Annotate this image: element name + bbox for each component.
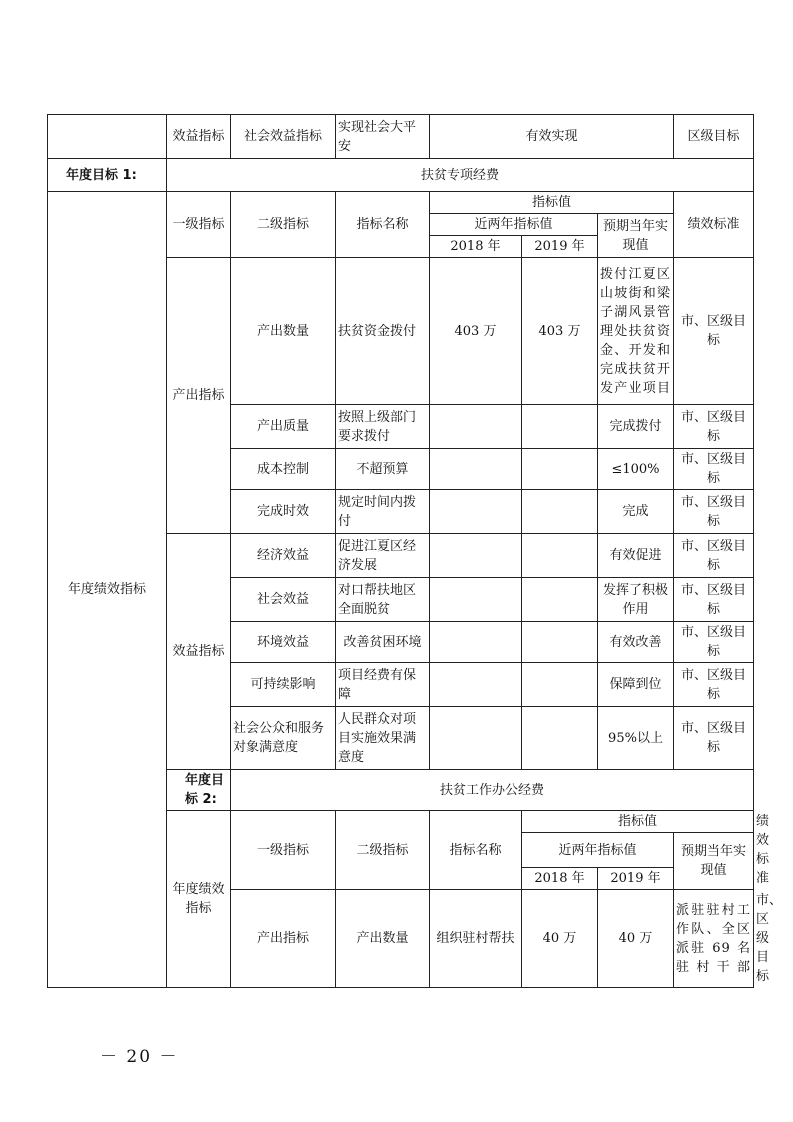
- expected-cell: 拨付江夏区山坡街和梁子湖风景管理处扶贫资金、开发和完成扶贫开发产业项目: [598, 258, 674, 405]
- level2-cell: 成本控制: [231, 449, 336, 490]
- value-2018-cell: 403 万: [430, 258, 522, 405]
- goal2-head-level1: 一级指标: [231, 811, 336, 890]
- expected-cell: 有效改善: [598, 622, 674, 663]
- goal2-head-name: 指标名称: [430, 811, 522, 890]
- goal1-label: 年度目标 1:: [48, 159, 167, 192]
- name-cell: 不超预算: [336, 449, 430, 490]
- goal2-head-recent: 近两年指标值: [522, 833, 674, 868]
- goal1-value: 扶贫专项经费: [167, 159, 754, 192]
- name-cell: 扶贫资金拨付: [336, 258, 430, 405]
- value-2019-cell: [522, 534, 598, 578]
- goal2-label: 年度目标 2:: [167, 770, 231, 811]
- level2-cell: 产出数量: [231, 258, 336, 405]
- value-2019-cell: [522, 405, 598, 449]
- goal1-row: [48, 159, 754, 192]
- value-2018-cell: [430, 534, 522, 578]
- expected-cell: 发挥了积极作用: [598, 578, 674, 622]
- standard-cell: 市、区级目标: [674, 449, 754, 490]
- name-cell: 规定时间内拨付: [336, 490, 430, 534]
- standard-cell: 市、区级目标: [674, 578, 754, 622]
- level1-cell: 产出指标: [231, 890, 336, 988]
- value-2019-cell: 403 万: [522, 258, 598, 405]
- value-2018-cell: [430, 578, 522, 622]
- name-cell: 对口帮扶地区全面脱贫: [336, 578, 430, 622]
- value-2019-cell: [522, 663, 598, 707]
- goal2-head-2018: 2018 年: [522, 868, 598, 890]
- standard-cell: 市、区级目标: [674, 534, 754, 578]
- name-cell: 人民群众对项目实施效果满意度: [336, 707, 430, 770]
- level2-cell: 可持续影响: [231, 663, 336, 707]
- goal1-section-label: 年度绩效指标: [48, 192, 167, 988]
- standard-cell: 市、区级目标: [674, 663, 754, 707]
- level2-cell: 社会效益: [231, 578, 336, 622]
- goal1-group-benefit: 效益指标: [167, 534, 231, 770]
- goal2-head-expected: 预期当年实现值: [674, 833, 754, 890]
- level2-cell: 环境效益: [231, 622, 336, 663]
- header-name-cell: 实现社会大平安: [336, 115, 430, 159]
- standard-cell: 市、区级目标: [674, 258, 754, 405]
- name-cell: 促进江夏区经济发展: [336, 534, 430, 578]
- name-cell: 项目经费有保障: [336, 663, 430, 707]
- standard-cell: 市、区级目标: [674, 490, 754, 534]
- goal1-head-2019: 2019 年: [522, 236, 598, 258]
- level2-cell: 完成时效: [231, 490, 336, 534]
- standard-cell: 市、区级目标: [674, 405, 754, 449]
- goal1-group-output: 产出指标: [167, 258, 231, 534]
- header-blank-cell: [48, 115, 167, 159]
- goal1-head-2018: 2018 年: [430, 236, 522, 258]
- value-2018-cell: [430, 449, 522, 490]
- value-2019-cell: [522, 490, 598, 534]
- goal1-head-level2: 二级指标: [231, 192, 336, 258]
- goal1-head-name: 指标名称: [336, 192, 430, 258]
- goal1-head-recent: 近两年指标值: [430, 214, 598, 236]
- value-2018-cell: [430, 490, 522, 534]
- value-2019-cell: [522, 622, 598, 663]
- goal2-head-value: 指标值: [522, 811, 754, 833]
- value-2019-cell: [522, 449, 598, 490]
- value-2018-cell: [430, 663, 522, 707]
- goal2-head-2019: 2019 年: [598, 868, 674, 890]
- standard-cell: 市、区级目标: [674, 622, 754, 663]
- goal1-head-value: 指标值: [430, 192, 674, 214]
- goal1-head-expected: 预期当年实现值: [598, 214, 674, 258]
- header-value-cell: 有效实现: [430, 115, 674, 159]
- performance-table: [47, 114, 783, 988]
- expected-cell: 派驻驻村工作队、全区派驻 69 名驻村干部: [674, 890, 754, 988]
- performance-table-sheet: [47, 114, 783, 988]
- level2-cell: 经济效益: [231, 534, 336, 578]
- value-2019-cell: 40 万: [598, 890, 674, 988]
- value-2018-cell: [430, 707, 522, 770]
- name-cell: 组织驻村帮扶: [430, 890, 522, 988]
- expected-cell: 有效促进: [598, 534, 674, 578]
- goal2-head-row-1: 年度绩效指标 一级指标 二级指标 指标名称 指标值 绩效标准: [48, 811, 754, 833]
- page-number: － 20 －: [100, 1047, 179, 1067]
- level2-cell: 产出数量: [336, 890, 430, 988]
- expected-cell: 完成: [598, 490, 674, 534]
- level2-cell: 产出质量: [231, 405, 336, 449]
- header-standard-cell: 区级目标: [674, 115, 754, 159]
- expected-cell: 95%以上: [598, 707, 674, 770]
- header-row: [48, 115, 754, 159]
- goal2-value: 扶贫工作办公经费: [231, 770, 754, 811]
- name-cell: 按照上级部门要求拨付: [336, 405, 430, 449]
- value-2019-cell: [522, 578, 598, 622]
- goal1-head-standard: 绩效标准: [674, 192, 754, 258]
- level2-cell: 社会公众和服务对象满意度: [231, 707, 336, 770]
- expected-cell: 完成拨付: [598, 405, 674, 449]
- value-2018-cell: 40 万: [522, 890, 598, 988]
- goal1-head-level1: 一级指标: [167, 192, 231, 258]
- expected-cell: 保障到位: [598, 663, 674, 707]
- expected-cell: ≤100%: [598, 449, 674, 490]
- header-level1-cell: 效益指标: [167, 115, 231, 159]
- goal1-head-row-1: [48, 192, 754, 214]
- value-2018-cell: [430, 405, 522, 449]
- goal2-head-level2: 二级指标: [336, 811, 430, 890]
- name-cell: 改善贫困环境: [336, 622, 430, 663]
- header-level2-cell: 社会效益指标: [231, 115, 336, 159]
- goal2-section-label: 年度绩效指标: [167, 811, 231, 988]
- value-2019-cell: [522, 707, 598, 770]
- value-2018-cell: [430, 622, 522, 663]
- goal2-row-output-quantity: 产出指标 产出数量 组织驻村帮扶 40 万 40 万 派驻驻村工作队、全区派驻 69 名驻村干部 市、区级目标: [48, 890, 754, 988]
- standard-cell: 市、区级目标: [674, 707, 754, 770]
